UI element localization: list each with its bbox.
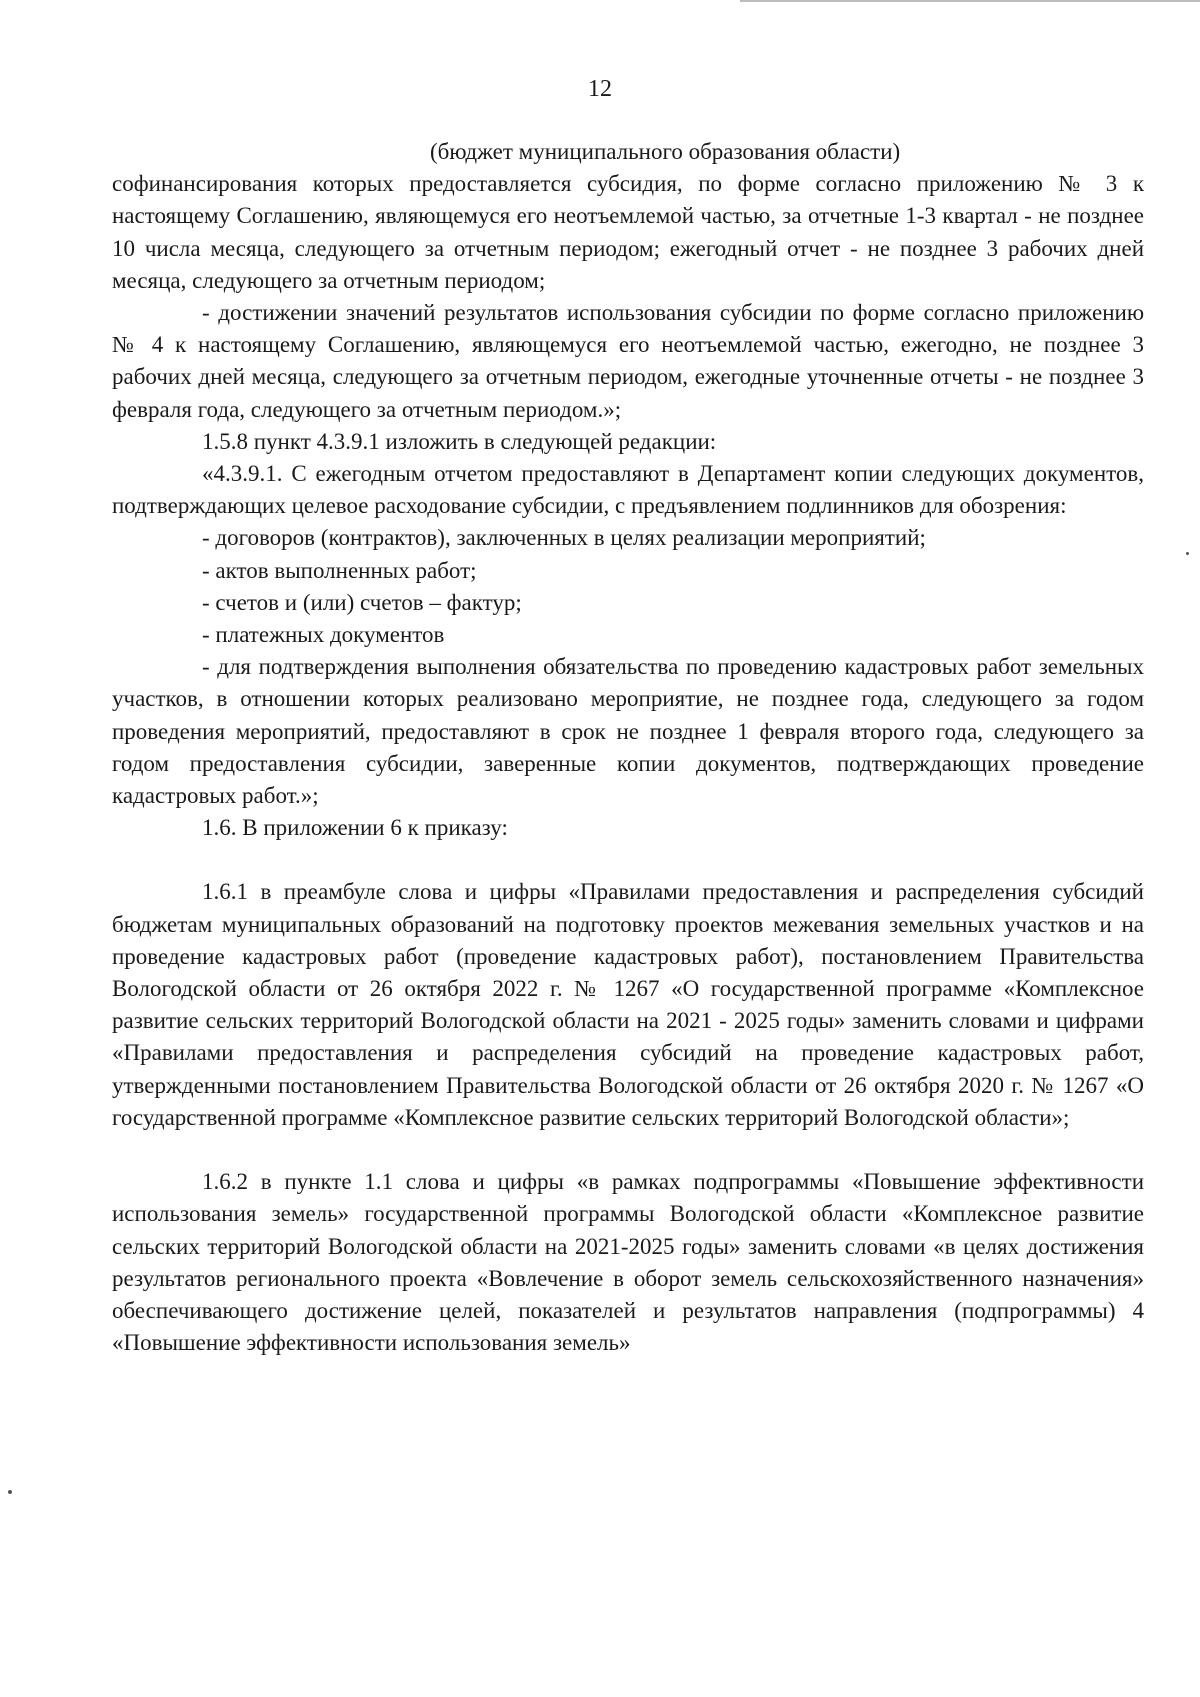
paragraph-1-5-8: 1.5.8 пункт 4.3.9.1 изложить в следующей редакции: [202,428,717,454]
scan-speck [1186,552,1189,555]
paragraph-1-6-2: 1.6.2 в пункте 1.1 слова и цифры «в рамках подпрограммы «Повышение эффективности использования земель» государственной программы Вологодской области «Комплексное развитие сельских территорий Вологодской области на 2021-2025 годы» заменить словами «в целях достижения результатов регионального проекта «Вовлечение в оборот земель сельскохозяйственного назначения» обеспечивающего достижение целей, показателей и результатов направления (подпрограммы) 4 «Повышение эффективности использования земель» [112,1169,1144,1356]
page-number: 12 [588,76,612,102]
paragraph-cofinancing: софинансирования которых предоставляется субсидия, по форме согласно приложению № 3 к настоящему Соглашению, являющемуся его неотъемлемой частью, за отчетные 1-3 квартал - не позднее 10 числа месяца, следующего за отчетным периодом; ежегодный отчет - не позднее 3 рабочих дней месяца, следующего за отчетным периодом; [112,171,1144,293]
paragraph-4-3-9-1: «4.3.9.1. С ежегодным отчетом предоставляют в Департамент копии следующих документов, подтверждающих целевое расходование субсидии, с предъявлением подлинников для обозрения: [112,461,1144,519]
list-item-payment-docs: - платежных документов [202,622,445,648]
list-item-invoices: - счетов и (или) счетов – фактур; [202,589,522,615]
paragraph-1-6-1: 1.6.1 в преамбуле слова и цифры «Правилами предоставления и распределения субсидий бюджетам муниципальных образований на подготовку проектов межевания земельных участков и на проведение кадастровых работ (проведение кадастровых работ), постановлением Правительства Вологодской области от 26 октября 2022 г. № 1267 «О государственной программе «Комплексное развитие сельских территорий Вологодской области на 2021 - 2025 годы» заменить словами и цифрами «Правилами предоставления и распределения субсидий на проведение кадастровых работ, утвержденными постановлением Правительства Вологодской области от 26 октября 2020 г. № 1267 «О государственной программе «Комплексное развитие сельских территорий Вологодской области»; [112,879,1144,1130]
list-item-cadastral-confirmation: - для подтверждения выполнения обязательства по проведению кадастровых работ земельных участков, в отношении которых реализовано мероприятие, не позднее года, следующего за годом проведения мероприятий, предоставляют в срок не позднее 1 февраля второго года, следующего за годом предоставления субсидии, заверенные копии документов, подтверждающих проведение кадастровых работ.»; [112,654,1144,809]
paragraph-results-report: - достижении значений результатов использования субсидии по форме согласно приложению № 4 к настоящему Соглашению, являющемуся его неотъемлемой частью, ежегодно, не позднее 3 рабочих дней месяца, следующего за отчетным периодом, ежегодные уточненные отчеты - не позднее 3 февраля года, следующего за отчетным периодом.»; [112,300,1144,422]
budget-caption: (бюджет муниципального образования области) [430,139,901,164]
paragraph-1-6: 1.6. В приложении 6 к приказу: [202,815,508,841]
list-item-acts: - актов выполненных работ; [202,557,477,583]
scan-edge-line [740,0,1200,2]
list-item-contracts: - договоров (контрактов), заключенных в целях реализации мероприятий; [202,525,926,551]
scan-speck [8,1490,12,1494]
document-body [112,136,1144,1359]
